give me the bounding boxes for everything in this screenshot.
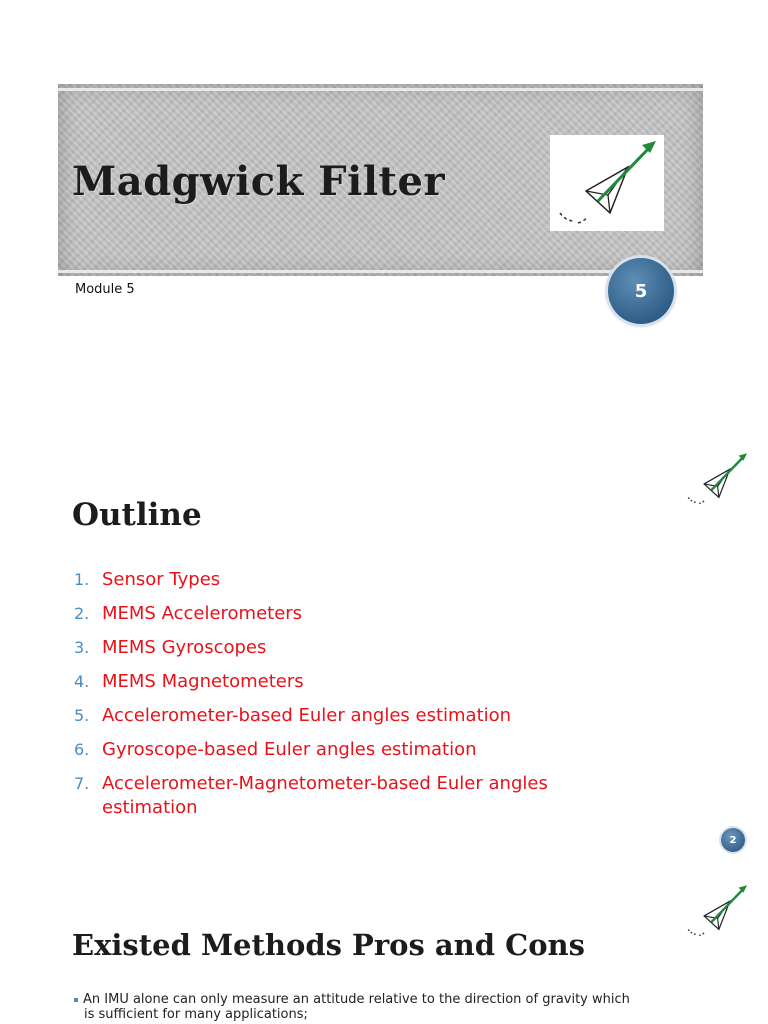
item-text: MEMS Accelerometers [102, 603, 303, 624]
outline-list [74, 568, 634, 830]
bullet-line: An IMU alone can only measure an attitude relative to the direction of gravity which [83, 992, 630, 1007]
item-number: 2. [74, 604, 90, 623]
bullet-square-icon [74, 998, 78, 1002]
item-number: 4. [74, 672, 90, 691]
outline-title: Outline [72, 497, 202, 533]
page-number-badge: 2 [721, 828, 745, 852]
paper-plane-icon [682, 880, 752, 942]
list-item [74, 602, 634, 626]
paper-plane-icon [682, 448, 752, 510]
item-text: Accelerometer-Magnetometer-based Euler angles estimation [102, 773, 548, 818]
logo-box [550, 135, 664, 231]
list-item [74, 738, 634, 762]
list-item [74, 636, 634, 660]
bullet-paragraph [74, 992, 704, 1022]
item-number: 6. [74, 740, 90, 759]
list-item [74, 568, 634, 592]
item-text: Accelerometer-based Euler angles estimation [102, 705, 512, 726]
module-subtitle: Module 5 [75, 282, 135, 297]
list-item [74, 670, 634, 694]
item-number: 5. [74, 706, 90, 725]
item-number: 3. [74, 638, 90, 657]
item-text: MEMS Gyroscopes [102, 637, 267, 658]
banner-top-line [58, 88, 703, 91]
title-slide [0, 0, 768, 400]
item-text: Gyroscope-based Euler angles estimation [102, 739, 477, 760]
item-text: Sensor Types [102, 569, 221, 590]
item-text: MEMS Magnetometers [102, 671, 304, 692]
banner-bottom-line [58, 270, 703, 273]
slide-title: Madgwick Filter [72, 158, 446, 205]
list-item [74, 772, 634, 820]
paper-plane-icon [550, 135, 664, 231]
list-item [74, 704, 634, 728]
module-number-badge: 5 [608, 258, 674, 324]
item-number: 1. [74, 570, 90, 589]
bullet-line-continued: is sufficient for many applications; [84, 1007, 308, 1022]
item-number: 7. [74, 774, 90, 793]
slide-heading: Existed Methods Pros and Cons [72, 928, 585, 962]
